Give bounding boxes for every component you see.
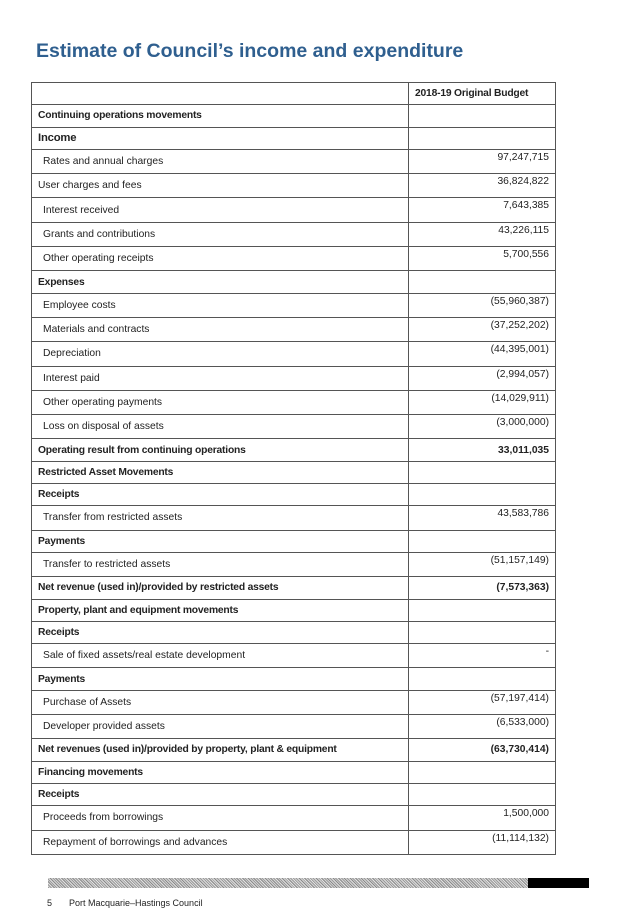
row-value — [409, 127, 556, 149]
table-row — [32, 293, 556, 317]
page-title: Estimate of Council’s income and expenditure — [36, 40, 464, 62]
table-row — [32, 761, 556, 783]
row-label: Other operating payments — [32, 390, 409, 414]
table-row — [32, 484, 556, 506]
table-row — [32, 806, 556, 830]
row-value: (63,730,414) — [409, 739, 556, 761]
row-label: Sale of fixed assets/real estate development — [32, 644, 409, 668]
row-label: User charges and fees — [32, 174, 409, 198]
table-body — [32, 105, 556, 855]
row-value — [409, 668, 556, 690]
row-value — [409, 530, 556, 552]
row-label: Payments — [32, 530, 409, 552]
row-value — [409, 271, 556, 293]
row-label: Transfer from restricted assets — [32, 506, 409, 530]
row-value: (7,573,363) — [409, 577, 556, 599]
footer-solid-block — [528, 878, 589, 888]
table-row — [32, 390, 556, 414]
table-row — [32, 247, 556, 271]
row-label: Interest received — [32, 198, 409, 222]
row-label: Operating result from continuing operations — [32, 439, 409, 461]
row-label: Transfer to restricted assets — [32, 552, 409, 576]
table-row — [32, 439, 556, 461]
row-label: Receipts — [32, 484, 409, 506]
row-value: - — [409, 644, 556, 668]
footer-page-number: 5 — [47, 898, 53, 908]
row-label: Rates and annual charges — [32, 149, 409, 173]
row-label: Net revenues (used in)/provided by property, plant & equipment — [32, 739, 409, 761]
table-row — [32, 105, 556, 127]
table-row — [32, 366, 556, 390]
row-value: (55,960,387) — [409, 293, 556, 317]
row-label: Receipts — [32, 783, 409, 805]
table-row — [32, 739, 556, 761]
table-row — [32, 599, 556, 621]
row-label: Grants and contributions — [32, 222, 409, 246]
footer-pattern — [48, 878, 528, 888]
row-label: Depreciation — [32, 342, 409, 366]
table-row — [32, 461, 556, 483]
table-row — [32, 644, 556, 668]
table-row — [32, 783, 556, 805]
row-label: Interest paid — [32, 366, 409, 390]
row-label: Financing movements — [32, 761, 409, 783]
table-row — [32, 506, 556, 530]
budget-table — [31, 82, 556, 855]
table-row — [32, 127, 556, 149]
table-row — [32, 830, 556, 854]
row-value: (44,395,001) — [409, 342, 556, 366]
row-label: Developer provided assets — [32, 715, 409, 739]
table-row — [32, 715, 556, 739]
row-value — [409, 761, 556, 783]
row-value: (14,029,911) — [409, 390, 556, 414]
row-value: 43,583,786 — [409, 506, 556, 530]
table-header-row — [32, 83, 556, 105]
row-value: 5,700,556 — [409, 247, 556, 271]
row-value: (6,533,000) — [409, 715, 556, 739]
row-label: Income — [32, 127, 409, 149]
row-value: 1,500,000 — [409, 806, 556, 830]
table-row — [32, 415, 556, 439]
row-value: (3,000,000) — [409, 415, 556, 439]
footer-decorative-bar — [48, 878, 589, 888]
row-value: 33,011,035 — [409, 439, 556, 461]
table-row — [32, 198, 556, 222]
row-label: Proceeds from borrowings — [32, 806, 409, 830]
row-value: 43,226,115 — [409, 222, 556, 246]
row-value: 7,643,385 — [409, 198, 556, 222]
row-label: Purchase of Assets — [32, 690, 409, 714]
row-value — [409, 621, 556, 643]
row-label: Payments — [32, 668, 409, 690]
row-label: Materials and contracts — [32, 317, 409, 341]
row-value — [409, 461, 556, 483]
table-row — [32, 342, 556, 366]
table-row — [32, 530, 556, 552]
row-label: Other operating receipts — [32, 247, 409, 271]
row-value — [409, 105, 556, 127]
table-row — [32, 174, 556, 198]
row-label: Property, plant and equipment movements — [32, 599, 409, 621]
table-row — [32, 668, 556, 690]
row-value: (51,157,149) — [409, 552, 556, 576]
row-value: 36,824,822 — [409, 174, 556, 198]
row-value — [409, 484, 556, 506]
row-label: Expenses — [32, 271, 409, 293]
table-row — [32, 271, 556, 293]
row-label: Loss on disposal of assets — [32, 415, 409, 439]
row-value: 97,247,715 — [409, 149, 556, 173]
row-value — [409, 783, 556, 805]
footer-council-name: Port Macquarie–Hastings Council — [69, 898, 203, 908]
row-value: (2,994,057) — [409, 366, 556, 390]
row-label: Employee costs — [32, 293, 409, 317]
row-value: (11,114,132) — [409, 830, 556, 854]
header-label-cell — [32, 83, 409, 105]
row-label: Restricted Asset Movements — [32, 461, 409, 483]
table-row — [32, 690, 556, 714]
row-label: Repayment of borrowings and advances — [32, 830, 409, 854]
row-label: Continuing operations movements — [32, 105, 409, 127]
table-row — [32, 222, 556, 246]
row-value: (57,197,414) — [409, 690, 556, 714]
column-header: 2018-19 Original Budget — [409, 83, 556, 105]
row-value: (37,252,202) — [409, 317, 556, 341]
table-row — [32, 149, 556, 173]
table-row — [32, 577, 556, 599]
row-label: Receipts — [32, 621, 409, 643]
row-label: Net revenue (used in)/provided by restricted assets — [32, 577, 409, 599]
table-row — [32, 621, 556, 643]
table-row — [32, 552, 556, 576]
table-row — [32, 317, 556, 341]
row-value — [409, 599, 556, 621]
